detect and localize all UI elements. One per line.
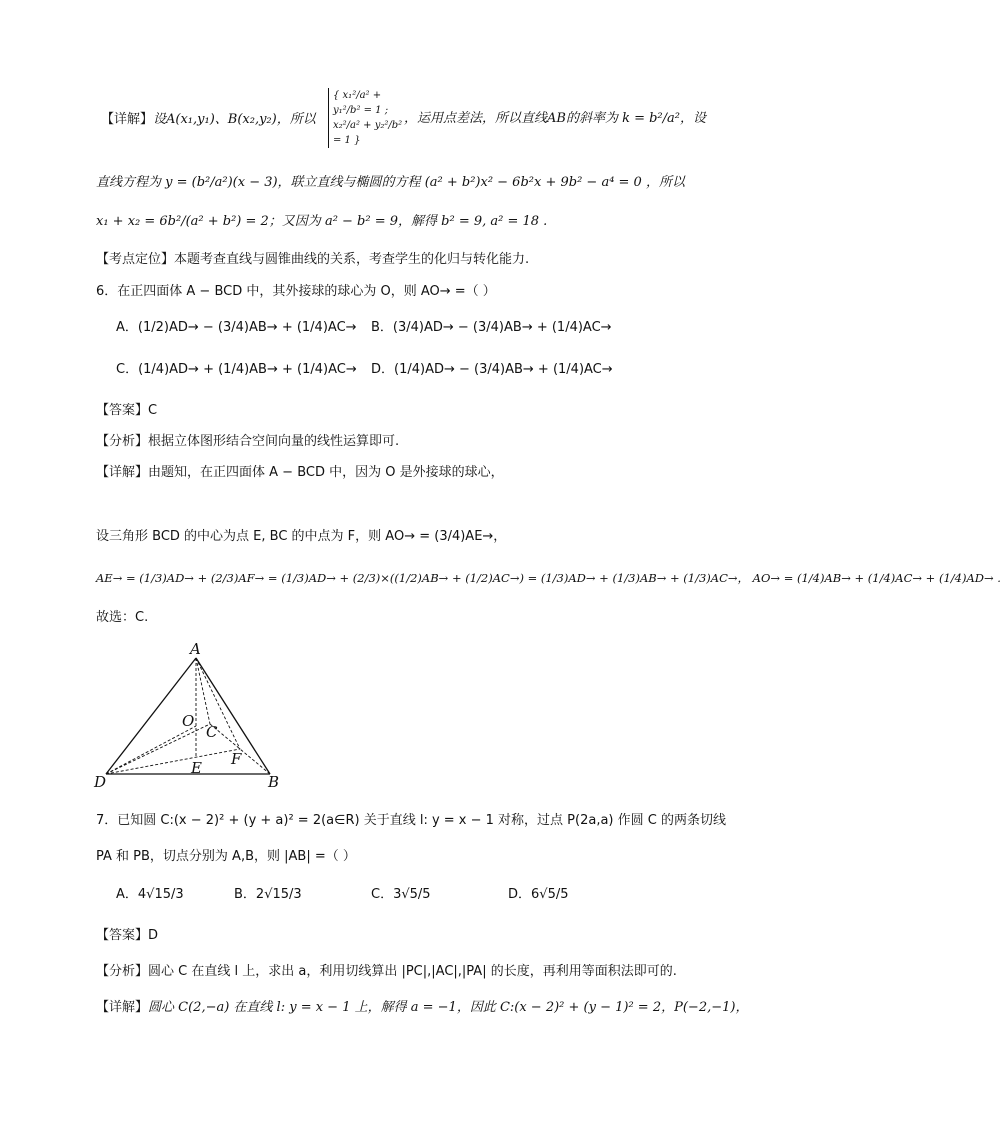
- label-A: A: [190, 640, 201, 658]
- answer-value: D: [148, 928, 159, 943]
- detail-tag: 【详解】: [96, 465, 149, 480]
- tetrahedron-figure: [88, 640, 298, 790]
- q5-detail-line-2: 直线方程为 y = (b²/a²)(x − 3)，联立直线与椭圆的方程 (a² + b²)x² − 6b²x + 9b² − a⁴ = 0 ，所以: [96, 175, 685, 190]
- segment-DO: [106, 726, 196, 774]
- label-F: F: [231, 750, 242, 768]
- q6-detail-line-3: AE→ = (1/3)AD→ + (2/3)AF→ = (1/3)AD→ + (2/3)×((1/2)AB→ + (1/2)AC→) = (1/3)AD→ + (1/3)AB→ + (1/3)AC→， AO→ = (1/4)AB→ + (1/4)AC→ + (1/4)AD→ .: [96, 571, 1001, 585]
- q6-option-c: C．(1/4)AD→ + (1/4)AB→ + (1/4)AC→: [116, 362, 357, 377]
- q5-detail-text-a: 设A(x₁,y₁)、B(x₂,y₂)，所以: [153, 112, 316, 127]
- answer-value: C: [148, 403, 158, 418]
- q7-stem-line-1: 7．已知圆 C:(x − 2)² + (y + a)² = 2(a∈R) 关于直线 l: y = x − 1 对称，过点 P(2a,a) 作圆 C 的两条切线: [96, 813, 726, 828]
- detail-tag: 【详解】: [101, 112, 154, 127]
- label-E: E: [191, 759, 202, 777]
- q5-equation-system: { x₁²/a² + y₁²/b² = 1 ; x₂²/a² + y₂²/b² = 1 }: [328, 88, 403, 148]
- label-D: D: [94, 773, 107, 791]
- label-O: O: [182, 712, 195, 730]
- q5-detail-line-1: [101, 111, 316, 128]
- detail-text: 圆心 C(2,−a) 在直线 l: y = x − 1 上，解得 a = −1，因此 C:(x − 2)² + (y − 1)² = 2，P(−2,−1)，: [148, 1000, 749, 1015]
- q7-option-b: B．2√15/3: [234, 887, 302, 902]
- q7-option-c: C．3√5/5: [371, 887, 431, 902]
- q7-analysis: [96, 963, 677, 980]
- detail-text: 由题知，在正四面体 A − BCD 中，因为 O 是外接球的球心，: [148, 465, 504, 480]
- q7-option-a: A．4√15/3: [116, 887, 184, 902]
- q6-option-a: A．(1/2)AD→ − (3/4)AB→ + (1/4)AC→: [116, 320, 357, 335]
- q5-exam-point: [96, 251, 529, 268]
- segment-AF: [196, 658, 240, 749]
- q7-option-d: D．6√5/5: [508, 887, 569, 902]
- q7-answer: [96, 927, 158, 944]
- detail-tag: 【详解】: [96, 1000, 149, 1015]
- q6-answer: [96, 402, 157, 419]
- analysis-tag: 【分析】: [96, 964, 149, 979]
- q5-detail-line-3: x₁ + x₂ = 6b²/(a² + b²) = 2；又因为 a² − b² = 9，解得 b² = 9, a² = 18 .: [96, 214, 548, 229]
- analysis-tag: 【分析】: [96, 434, 149, 449]
- analysis-text: 根据立体图形结合空间向量的线性运算即可.: [148, 434, 400, 449]
- q6-detail: [96, 464, 504, 481]
- answer-tag: 【答案】: [96, 403, 149, 418]
- q5-detail-text-b: ，运用点差法，所以直线AB的斜率为 k = b²/a²，设: [404, 111, 706, 126]
- label-C: C: [206, 723, 218, 741]
- q6-option-d: D．(1/4)AD→ − (3/4)AB→ + (1/4)AC→: [371, 362, 613, 377]
- q6-analysis: [96, 433, 399, 450]
- label-B: B: [268, 773, 280, 791]
- exam-point-tag: 【考点定位】: [96, 252, 175, 267]
- exam-point-text: 本题考查直线与圆锥曲线的关系，考查学生的化归与转化能力.: [174, 252, 530, 267]
- q6-option-b: B．(3/4)AD→ − (3/4)AB→ + (1/4)AC→: [371, 320, 612, 335]
- segment-DF: [106, 749, 240, 774]
- q6-stem: 6．在正四面体 A − BCD 中，其外接球的球心为 O，则 AO→ =（ ）: [96, 284, 496, 299]
- q7-detail: [96, 999, 748, 1016]
- q7-stem-line-2: PA 和 PB，切点分别为 A,B，则 |AB| =（ ）: [96, 849, 356, 864]
- analysis-text: 圆心 C 在直线 l 上，求出 a，利用切线算出 |PC|,|AC|,|PA| 的长度，再利用等面积法即可的.: [148, 964, 677, 979]
- answer-tag: 【答案】: [96, 928, 149, 943]
- q6-conclusion: 故选：C.: [96, 610, 149, 625]
- q6-detail-line-2: 设三角形 BCD 的中心为点 E, BC 的中点为 F，则 AO→ = (3/4)AE→，: [96, 529, 507, 544]
